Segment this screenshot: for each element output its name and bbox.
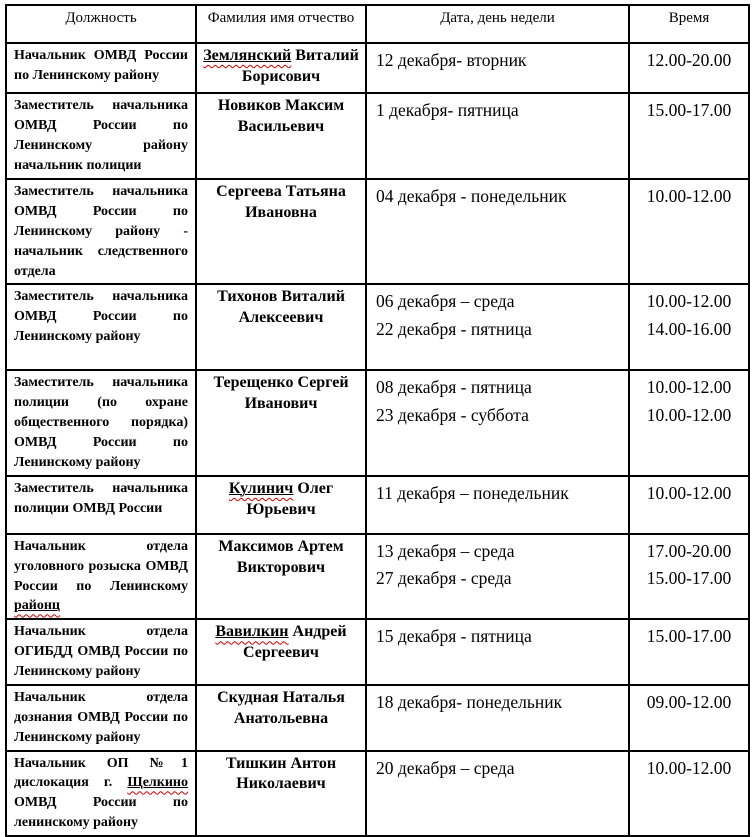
header-time: Время (629, 5, 749, 43)
position-cell (6, 43, 196, 93)
position-text: Начальник ОМВД России по Ленинскому району (14, 48, 188, 83)
date-cell (366, 685, 629, 751)
time-line: 14.00-16.00 (646, 318, 732, 339)
time-cell (629, 284, 749, 370)
time-line: 10.00-12.00 (646, 186, 732, 206)
name-cell (196, 685, 366, 751)
header-date: Дата, день недели (366, 5, 629, 43)
name-cell: Землянский Виталий Борисович (196, 43, 366, 93)
name-text: Новиков Максим Васильевич (217, 97, 345, 135)
date-cell (366, 619, 629, 685)
date-cell (366, 476, 629, 534)
table-row (6, 43, 749, 93)
date-line: 11 декабря – понедельник (376, 482, 569, 503)
date-cell (366, 370, 629, 475)
position-text: Заместитель начальника ОМВД России по Ленинскому району - начальник следственного отдела (14, 184, 188, 279)
position-text: Начальник ОП №1 дислокация г. (14, 755, 188, 791)
table-row (6, 751, 749, 837)
position-text: Заместитель начальника полиции (по охране общественного порядка) ОМВД России по Ленинскому району (14, 375, 188, 470)
time-line: 10.00-12.00 (646, 377, 732, 398)
date-cell (366, 43, 629, 93)
position-cell (6, 534, 196, 620)
time-line: 15.00-17.00 (646, 626, 732, 647)
table-row (6, 534, 749, 620)
header-position: Должность (6, 5, 196, 43)
position-text: Заместитель начальника полиции ОМВД России (14, 480, 188, 516)
table-row (6, 93, 749, 179)
time-line: 10.00-12.00 (646, 291, 732, 312)
time-line: 10.00-12.00 (646, 757, 732, 778)
table-row (6, 476, 749, 534)
name-text: Максимов Артем Викторович (218, 537, 344, 576)
time-cell (629, 619, 749, 685)
date-line: 04 декабря - понедельник (376, 186, 567, 206)
time-line: 15.00-17.00 (646, 567, 732, 588)
date-cell (366, 751, 629, 837)
time-line: 10.00-12.00 (646, 404, 732, 425)
name-cell (196, 370, 366, 475)
date-cell (366, 93, 629, 179)
table-row (6, 179, 749, 284)
header-name: Фамилия имя отчество (196, 5, 366, 43)
date-line: 20 декабря – среда (376, 757, 515, 778)
time-cell (629, 370, 749, 475)
date-line: 27 декабря - среда (376, 567, 512, 588)
misspelled-word: районц (14, 598, 60, 614)
date-line: 13 декабря – среда (376, 540, 515, 561)
time-line: 10.00-12.00 (646, 482, 732, 503)
date-line: 08 декабря - пятница (376, 377, 532, 398)
time-cell (629, 685, 749, 751)
time-line: 12.00-20.00 (646, 50, 732, 70)
position-cell (6, 93, 196, 179)
position-cell (6, 619, 196, 685)
table-row (6, 370, 749, 475)
date-line: 1 декабря- пятница (376, 100, 519, 120)
header-row (6, 5, 749, 43)
name-cell (196, 534, 366, 620)
table-row (6, 284, 749, 370)
date-line: 12 декабря- вторник (376, 50, 527, 70)
duty-schedule-table (5, 4, 750, 837)
date-line: 18 декабря- понедельник (376, 691, 563, 712)
misspelled-word: Кулинич (228, 479, 294, 497)
position-text: Начальник отдела дознания ОМВД России по Ленинскому району (14, 689, 188, 745)
time-cell (629, 43, 749, 93)
position-text: Начальник отдела ОГИБДД ОМВД России по Ленинскому району (14, 624, 188, 679)
date-cell (366, 179, 629, 284)
name-cell: Кулинич Олег Юрьевич (196, 476, 366, 534)
position-cell (6, 179, 196, 284)
time-cell (629, 476, 749, 534)
table-row (6, 619, 749, 685)
name-text: Скудная Наталья Анатольевна (217, 688, 345, 727)
time-cell (629, 93, 749, 179)
misspelled-word: Щелкино (127, 775, 188, 791)
time-cell (629, 179, 749, 284)
date-line: 06 декабря – среда (376, 291, 515, 312)
name-text: Тихонов Виталий Алексеевич (217, 288, 345, 327)
time-line: 09.00-12.00 (646, 691, 732, 712)
position-text: Заместитель начальника ОМВД России по Ленинскому району (14, 289, 188, 345)
name-cell (196, 93, 366, 179)
table-row (6, 685, 749, 751)
date-cell (366, 284, 629, 370)
name-cell: Вавилкин Андрей Сергеевич (196, 619, 366, 685)
date-cell (366, 534, 629, 620)
name-cell (196, 179, 366, 284)
name-cell (196, 751, 366, 837)
position-cell: Начальник ОП №1 дислокация г. Щелкино ОМВД России по ленинскому району (6, 751, 196, 837)
name-text: Сергеева Татьяна Ивановна (216, 183, 346, 221)
position-cell (6, 284, 196, 370)
position-text: Заместитель начальника ОМВД России по Ленинскому району начальник полиции (14, 98, 188, 173)
name-text: Терещенко Сергей Иванович (213, 374, 349, 413)
name-cell (196, 284, 366, 370)
name-text: Тишкин Антон Николаевич (225, 754, 337, 793)
date-line: 23 декабря - суббота (376, 404, 529, 425)
misspelled-word: Вавилкин (215, 623, 289, 641)
time-line: 17.00-20.00 (646, 540, 732, 561)
position-cell (6, 685, 196, 751)
position-cell (6, 370, 196, 475)
position-text: Начальник отдела уголовного розыска ОМВД России по Ленинскому (14, 538, 188, 594)
position-cell (6, 476, 196, 534)
time-cell (629, 534, 749, 620)
date-line: 22 декабря - пятница (376, 318, 532, 339)
time-line: 15.00-17.00 (646, 100, 732, 120)
date-line: 15 декабря - пятница (376, 626, 532, 647)
time-cell (629, 751, 749, 837)
misspelled-word: Землянский (203, 47, 292, 64)
